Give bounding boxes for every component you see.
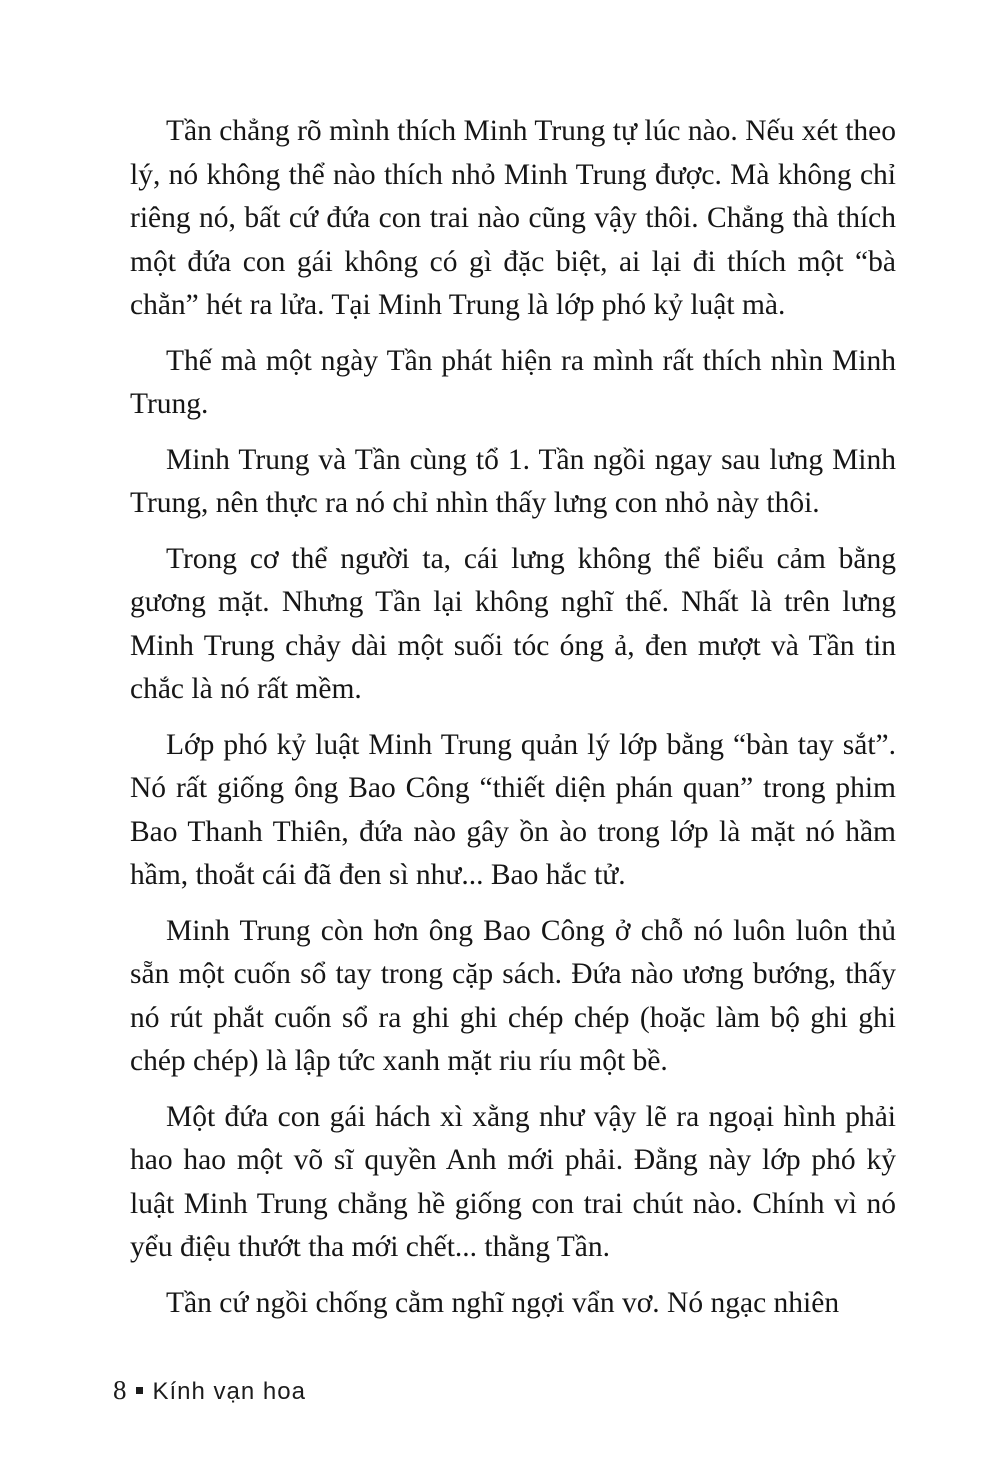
paragraph-8: Tần cứ ngồi chống cằm nghĩ ngợi vẩn vơ. Nó ngạc nhiên — [166, 1286, 840, 1319]
paragraph-7: Một đứa con gái hách xì xằng như vậy lẽ ra ngoại hình phải hao hao một võ sĩ quyền Anh mới phải. Đằng này lớp phó kỷ luật Minh Trung chẳng hề giống con trai chút nào. Chính vì nó yểu điệu thướt tha mới chết... thằng Tần. — [130, 1100, 896, 1263]
page-footer — [113, 1375, 306, 1406]
paragraph-5: Lớp phó kỷ luật Minh Trung quản lý lớp bằng “bàn tay sắt”. Nó rất giống ông Bao Công “thiết diện phán quan” trong phim Bao Thanh Thiên, đứa nào gây ồn ào trong lớp là mặt nó hầm hầm, thoắt cái đã đen sì như... Bao hắc tử. — [130, 728, 896, 891]
paragraph-4: Trong cơ thể người ta, cái lưng không thể biểu cảm bằng gương mặt. Nhưng Tần lại không nghĩ thế. Nhất là trên lưng Minh Trung chảy dài một suối tóc óng ả, đen mượt và Tần tin chắc là nó rất mềm. — [130, 542, 896, 705]
book-title: Kính vạn hoa — [152, 1378, 306, 1405]
separator-square-icon — [136, 1387, 143, 1394]
page-body — [130, 110, 896, 1337]
page-number: 8 — [113, 1375, 128, 1405]
paragraph-2: Thế mà một ngày Tần phát hiện ra mình rất thích nhìn Minh Trung. — [130, 344, 896, 420]
paragraph-3: Minh Trung và Tần cùng tổ 1. Tần ngồi ngay sau lưng Minh Trung, nên thực ra nó chỉ nhìn thấy lưng con nhỏ này thôi. — [130, 443, 896, 519]
paragraph-6: Minh Trung còn hơn ông Bao Công ở chỗ nó luôn luôn thủ sẵn một cuốn sổ tay trong cặp sách. Đứa nào ương bướng, thấy nó rút phắt cuốn sổ ra ghi ghi chép chép (hoặc làm bộ ghi ghi chép chép) là lập tức xanh mặt riu ríu một bề. — [130, 914, 896, 1077]
paragraph-1: Tần chẳng rõ mình thích Minh Trung tự lúc nào. Nếu xét theo lý, nó không thể nào thích nhỏ Minh Trung được. Mà không chỉ riêng nó, bất cứ đứa con trai nào cũng vậy thôi. Chẳng thà thích một đứa con gái không có gì đặc biệt, ai lại đi thích một “bà chằn” hét ra lửa. Tại Minh Trung là lớp phó kỷ luật mà. — [130, 115, 896, 321]
